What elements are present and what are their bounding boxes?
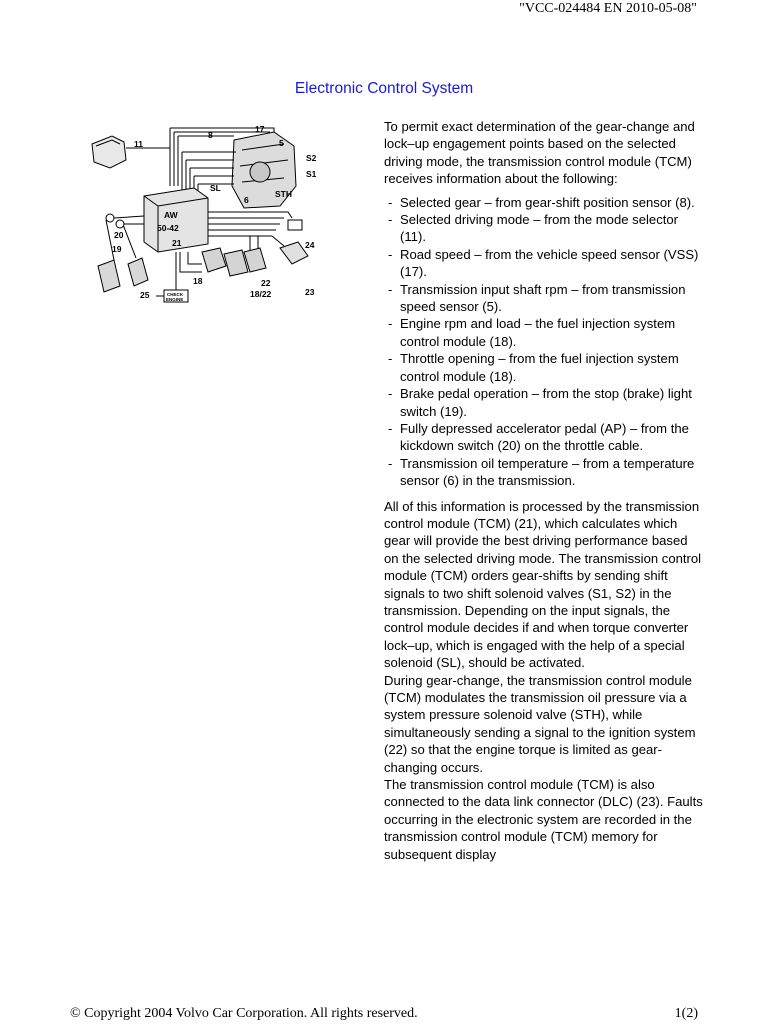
label-17: 17 [255,124,265,134]
label-19: 19 [112,244,122,254]
list-item: - Transmission oil temperature – from a temperature sensor (6) in the transmission. [388,455,695,489]
intro-paragraph: To permit exact determination of the gear-change and lock–up engagement points based on the selected driving mode, the transmission control module (TCM) receives information about the following: [384,119,695,187]
label-20: 20 [114,230,124,240]
processing-paragraph: All of this information is processed by the transmission control module (TCM) (21), which calculates which gear will provide the best driving performance based on the selected driving mode. The transmission control module (TCM) orders gear-shifts by sending shift signals to two shift solenoid valves (S1, S2) in the transmission. Depending on the input signals, the control module decides if and when torque converter lock–up, which is engaged with the help of a special solenoid (SL), should be activated. [384,498,702,671]
list-item: - Road speed – from the vehicle speed sensor (VSS) (17). [388,246,699,280]
engine-label: ENGINE [166,297,184,302]
label-6: 6 [244,195,249,205]
document-id: "VCC-024484 EN 2010-05-08" [519,1,697,16]
input-list [384,194,704,490]
label-SL: SL [210,183,221,193]
list-item: - Fully depressed accelerator pedal (AP) – from the kickdown switch (20) on the throttle cable. [388,420,689,454]
electronic-control-system-diagram [84,116,334,304]
list-item: - Transmission input shaft rpm – from transmission speed sensor (5). [388,281,686,315]
label-S1: S1 [306,169,317,179]
list-item: - Selected gear – from gear-shift position sensor (8). [388,194,695,210]
dlc-paragraph: The transmission control module (TCM) is also connected to the data link connector (DLC) (23). Faults occurring in the electronic system are recorded in the transmission control module (TCM) memory for subsequent display [384,777,703,862]
label-STH: STH [275,189,292,199]
label-11: 11 [134,139,143,149]
label-24: 24 [305,240,315,250]
label-18-22: 18/22 [250,289,272,299]
list-item: - Throttle opening – from the fuel injection system control module (18). [388,351,679,384]
label-5: 5 [279,138,284,148]
label-S2: S2 [306,153,317,163]
label-AW: AW [164,210,178,220]
copyright-notice: © Copyright 2004 Volvo Car Corporation. All rights reserved. [70,1006,418,1021]
check-label: CHECK [167,292,184,297]
label-8: 8 [208,130,213,140]
label-21: 21 [172,238,182,248]
label-50-42: 50-42 [157,223,179,233]
label-22: 22 [261,278,271,288]
body-text-column [384,118,704,863]
list-item: - Brake pedal operation – from the stop (brake) light switch (19). [388,386,692,419]
list-item: - Selected driving mode – from the mode selector (11). [388,212,679,245]
list-item: - Engine rpm and load – the fuel injection system control module (18). [388,316,676,349]
gear-change-paragraph: During gear-change, the transmission control module (TCM) modulates the transmission oil pressure via a system pressure solenoid valve (STH), while simultaneously sending a signal to the ignition system (22) so that the engine torque is limited as gear-changing occurs. [384,672,696,775]
label-25: 25 [140,290,150,300]
page-number: 1(2) [674,1006,698,1021]
page-title: Electronic Control System [294,80,474,97]
label-18: 18 [193,276,203,286]
label-23: 23 [305,287,315,297]
